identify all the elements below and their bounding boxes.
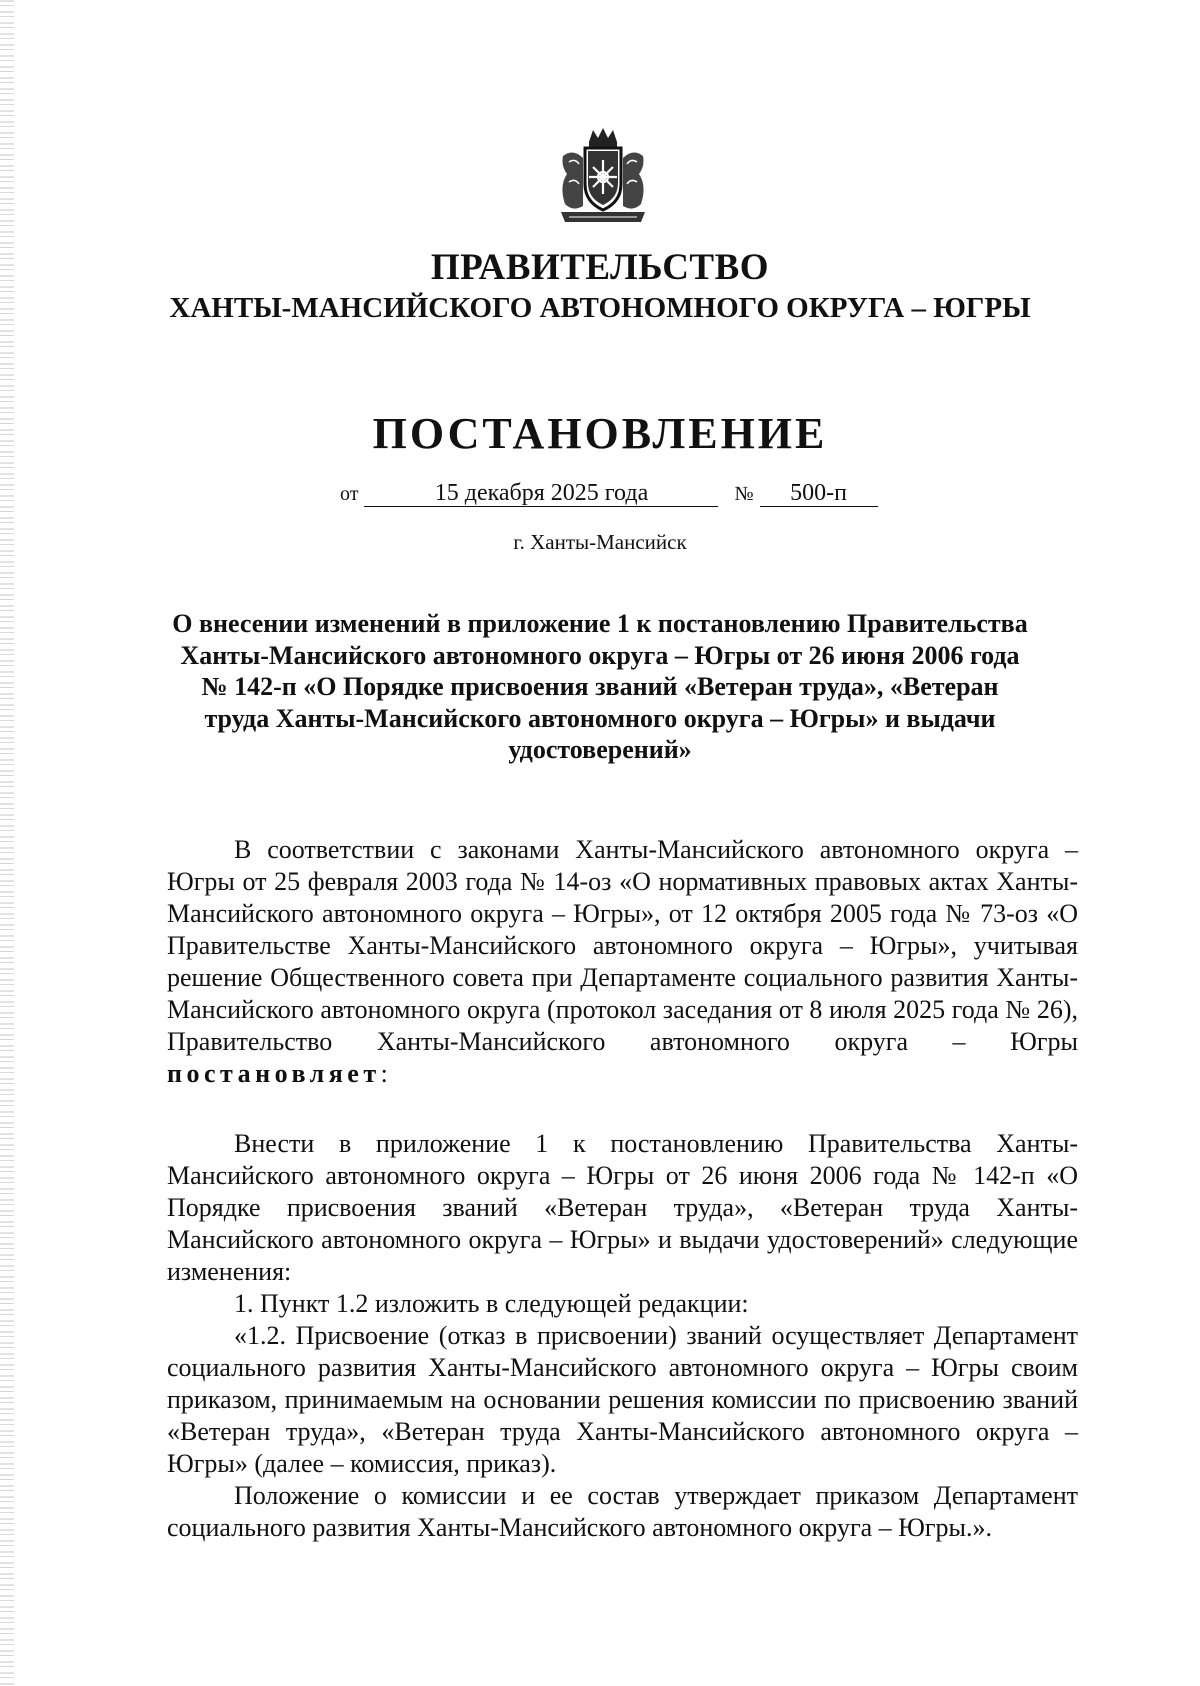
- preamble-paragraph: [167, 834, 1078, 1090]
- date-number-line: [340, 480, 878, 507]
- item-1-text-paragraph: «1.2. Присвоение (отказ в присвоении) званий осуществляет Департамент социального развития Ханты-Мансийского автономного округа – Югры своим приказом, принимаемым на основании решения комиссии по присвоению званий «Ветеран труда», «Ветеран труда Ханты-Мансийского автономного округа – Югры» (далее – комиссия, приказ).: [167, 1321, 1078, 1478]
- region-heading: ХАНТЫ-МАНСИЙСКОГО АВТОНОМНОГО ОКРУГА – ЮГРЫ: [169, 292, 1031, 324]
- city: г. Ханты-Мансийск: [513, 530, 687, 554]
- item-1-paragraph: 1. Пункт 1.2 изложить в следующей редакции:: [234, 1289, 749, 1318]
- government-heading: ПРАВИТЕЛЬСТВО: [430, 247, 770, 288]
- amendments-block: [167, 1128, 1078, 1544]
- preamble-block: [167, 834, 1078, 1090]
- item-1-text-paragraph-2: Положение о комиссии и ее состав утверждает приказом Департамент социального развития Ханты-Мансийского автономного округа – Югры.».: [167, 1481, 1078, 1542]
- number-label: №: [734, 483, 754, 505]
- document-date: 15 декабря 2025 года: [364, 481, 718, 507]
- coat-of-arms-emblem: [555, 126, 651, 226]
- document-title: О внесении изменений в приложение 1 к постановлению Правительства Ханты-Мансийского автономного округа – Югры от 26 июня 2006 года № 142-п «О Порядке присвоения званий «Ветеран труда», «Ветеран труда Ханты-Мансийского автономного округа – Югры» и выдачи удостоверений»: [172, 609, 1028, 764]
- date-label: от: [340, 483, 359, 505]
- resolves-word: постановляет: [167, 1059, 381, 1088]
- resolves-colon: :: [380, 1059, 388, 1088]
- document-type: ПОСТАНОВЛЕНИЕ: [372, 409, 828, 458]
- amend-intro-paragraph: Внести в приложение 1 к постановлению Правительства Ханты-Мансийского автономного округа – Югры от 26 июня 2006 года № 142-п «О Порядке присвоения званий «Ветеран труда», «Ветеран труда Ханты-Мансийского автономного округа – Югры» и выдачи удостоверений» следующие изменения:: [167, 1129, 1078, 1286]
- preamble-text: В соответствии с законами Ханты-Мансийского автономного округа – Югры от 25 февраля 2003 года № 14-оз «О нормативных правовых актах Ханты-Мансийского автономного округа – Югры», от 12 октября 2005 года № 73-оз «О Правительстве Ханты-Мансийского автономного округа – Югры», учитывая решение Общественного совета при Департаменте социального развития Ханты-Мансийского автономного округа (протокол заседания от 8 июля 2025 года № 26), Правительство Ханты-Мансийского автономного округа – Югры: [167, 835, 1078, 1056]
- document-number: 500-п: [760, 481, 878, 507]
